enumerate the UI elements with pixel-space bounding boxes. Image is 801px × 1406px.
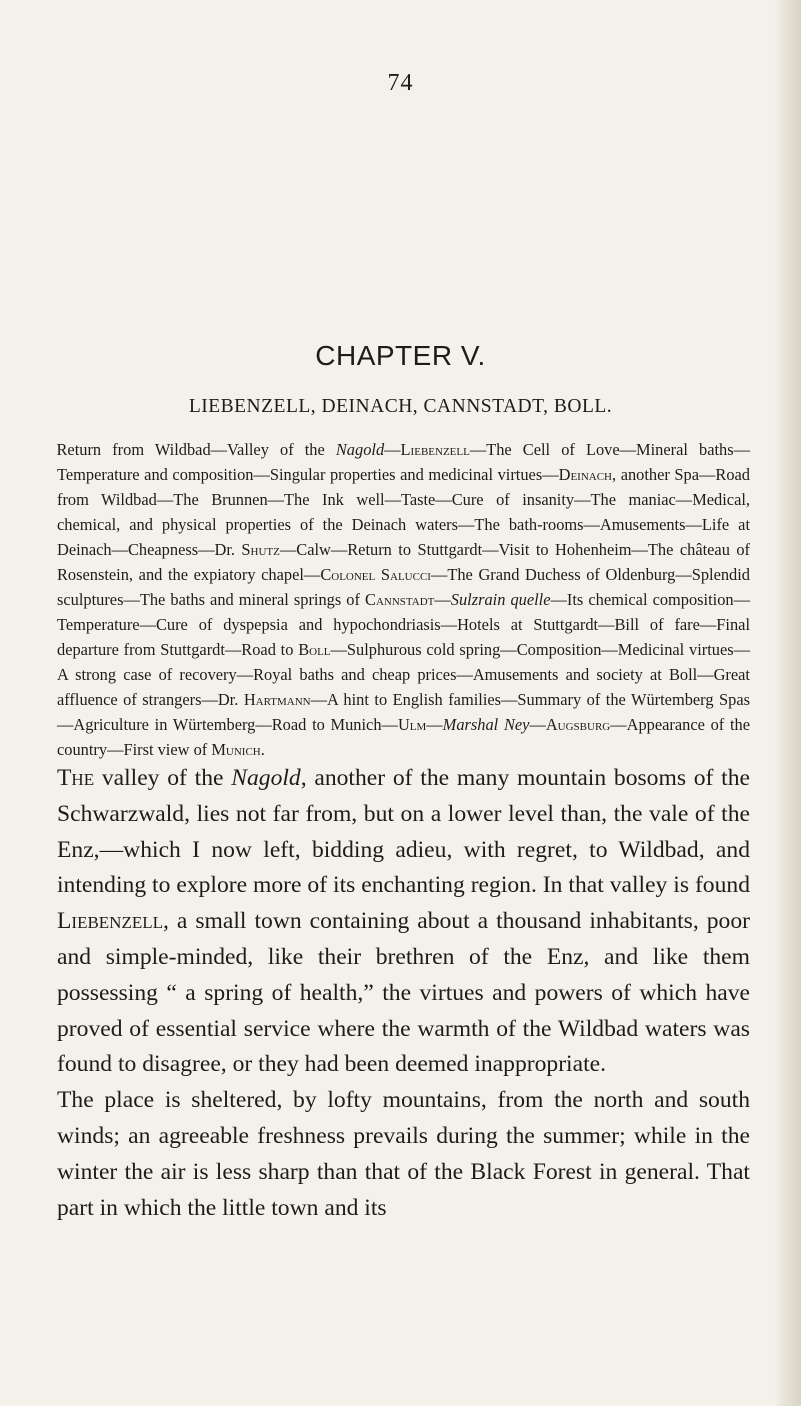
body-paragraph (57, 761, 750, 1083)
summary-place-name: Liebenzell (400, 440, 470, 459)
summary-place-name: Munich (211, 740, 261, 759)
summary-place-name: Augsburg (545, 715, 611, 734)
summary-text: —Appearance of the country—First view of (57, 715, 750, 759)
summary-text: —The Grand Duchess of Oldenburg—Splendid sculptures—The baths and mineral springs of (57, 565, 750, 609)
summary-italic: Sulzrain quelle (450, 590, 551, 609)
paragraph-text: valley of the (94, 765, 232, 791)
body-paragraph: The place is sheltered, by lofty mountains, from the north and south winds; an agreeable freshness prevails during the summer; while in the winter the air is less sharp than that of the Black Forest in general. That part in which the little town and its (57, 1087, 750, 1221)
chapter-summary (57, 437, 750, 762)
summary-text: —A hint to English families—Summary of the Würtemberg Spas—Agriculture in Würtemberg—Road to Munich— (57, 690, 750, 734)
summary-text: —Sulphurous cold spring—Composition—Medicinal virtues—A strong case of recovery—Royal baths and cheap prices—Amusements and society at Boll—Great affluence of strangers—Dr. (57, 640, 750, 709)
summary-person-name: Colonel Salucci (320, 565, 431, 584)
paragraph-text: , a small town containing about a thousand inhabitants, poor and simple-minded, like their brethren of the Enz, and like them possessing “ a spring of health,” the virtues and powers of which have proved of essential service where the warmth of the Wildbad waters was found to disagree, or they had been deemed inappropriate. (57, 908, 750, 1078)
summary-text: Return from Wildbad—Valley of the (56, 440, 336, 459)
page-number: 74 (387, 70, 414, 96)
paragraph-text: , another of the many mountain bosoms of the Schwarzwald, lies not far from, but on a lower level than, the vale of the Enz,—which I now left, bidding adieu, with regret, to Wildbad, and intending to explore more of its enchanting region. In that valley is found (57, 765, 750, 899)
body-text (57, 761, 750, 1226)
summary-italic: Nagold (335, 440, 385, 459)
summary-text: —Calw—Return to Stuttgardt—Visit to Hohenheim—The château of Rosenstein, and the expiatory chapel— (57, 540, 750, 584)
summary-person-name: Hartmann (243, 690, 311, 709)
summary-text: —The Cell of Love—Mineral baths—Temperature and composition—Singular properties and medicinal virtues— (57, 440, 750, 484)
summary-person-name: Shutz (241, 540, 280, 559)
summary-place-name: Deinach (558, 465, 612, 484)
summary-place-name: Boll (298, 640, 331, 659)
river-name: Nagold (231, 765, 301, 791)
chapter-title: CHAPTER V. (315, 340, 486, 371)
summary-text: —Its chemical composition—Temperature—Cure of dyspepsia and hypochondriasis—Hotels at Stuttgardt—Bill of fare—Final departure from Stuttgardt—Road to (57, 590, 750, 659)
summary-text: — (529, 715, 546, 734)
opening-word: The (57, 765, 95, 791)
summary-place-name: Cannstadt (365, 590, 435, 609)
town-name: Liebenzell (57, 908, 163, 935)
summary-text: — (384, 440, 401, 459)
summary-text: . (260, 740, 265, 759)
chapter-subtitle: LIEBENZELL, DEINACH, CANNSTADT, BOLL. (188, 396, 613, 417)
summary-text: — (434, 590, 451, 609)
summary-place-name: Ulm (397, 715, 427, 734)
summary-italic: Marshal Ney (442, 715, 530, 734)
summary-text: — (426, 715, 443, 734)
summary-text: , another Spa—Road from Wildbad—The Brunnen—The Ink well—Taste—Cure of insanity—The maniac—Medical, chemical, and physical properties of the Deinach waters—The bath-rooms—Amusements—Life at Deinach—Cheapness—Dr. (57, 465, 751, 559)
page-edge-shadow (775, 0, 801, 1406)
